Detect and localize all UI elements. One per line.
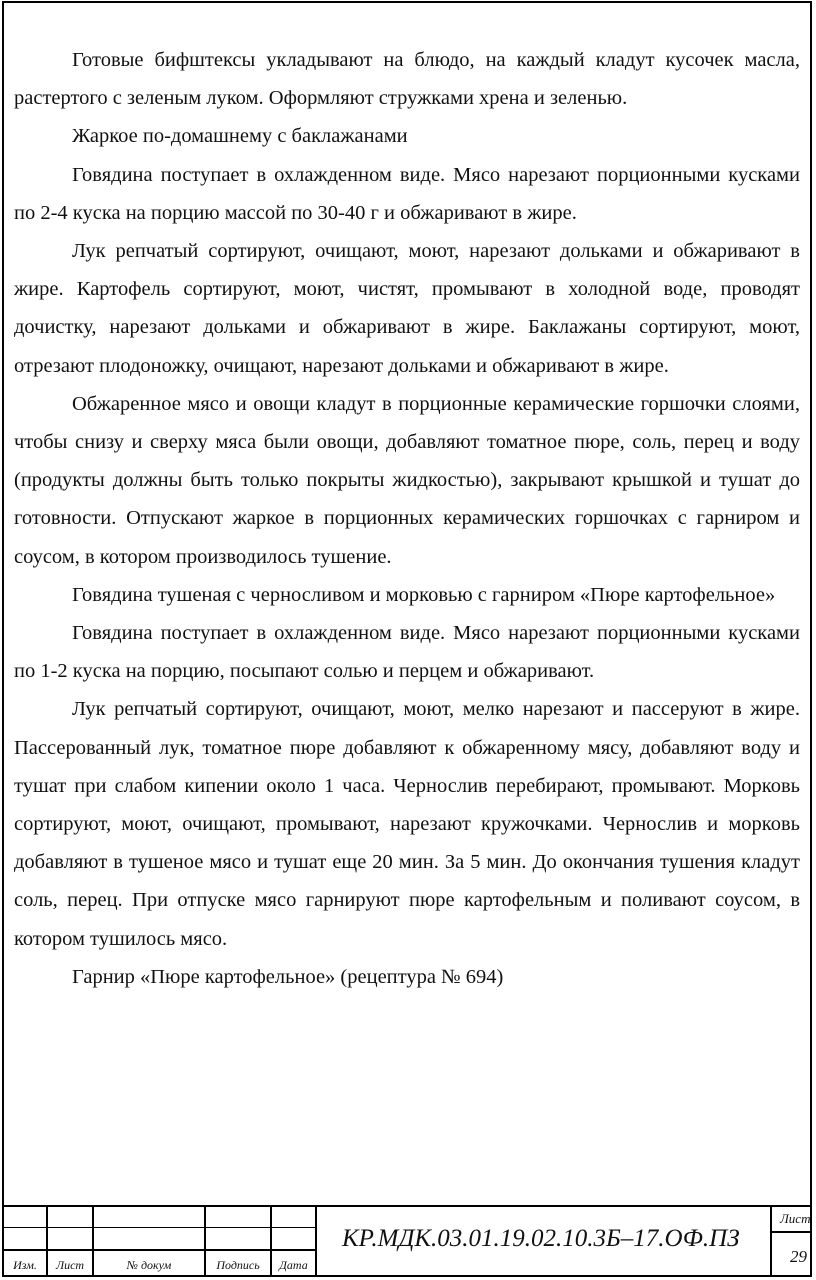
paragraph: Лук репчатый сортируют, очищают, моют, нарезают дольками и обжаривают в жире. Картофель сортируют, моют, чистят, промывают в холодной воде, проводят дочистку, нарезают дольками и обжаривают в жире. Баклажаны сортируют, моют, отрезают плодоножку, очищают, нарезают дольками и обжаривают в жире. [14, 240, 800, 377]
paragraph: Обжаренное мясо и овощи кладут в порционные керамические горшочки слоями, чтобы снизу и сверху мяса были овощи, добавляют томатное пюре, соль, перец и воду (продукты должны быть только покрыты жидкостью), закрывают крышкой и тушат до готовности. Отпускают жаркое в порционных керамических горшочках с гарниром и соусом, в котором производилось тушение. [14, 392, 800, 568]
sheet-number: 29 [790, 1247, 807, 1266]
paragraph: Лук репчатый сортируют, очищают, моют, мелко нарезают и пассеруют в жире. Пассерованный лук, томатное пюре добавляют к обжаренному мясу, добавляют воду и тушат при слабом кипении около 1 часа. Чернослив перебирают, промывают. Морковь сортируют, моют, очищают, промывают, нарезают кружочками. Чернослив и морковь добавляют в тушеное мясо и тушат еще 20 мин. За 5 мин. До окончания тушения кладут соль, перец. При отпуске мясо гарнируют пюре картофельным и поливают соусом, в котором тушилось мясо. [14, 698, 800, 950]
list-header: Лист [55, 1258, 85, 1272]
podpis-header: Подпись [216, 1258, 260, 1272]
page-frame [2, 1, 812, 1277]
title-block [4, 1205, 810, 1275]
body-text [14, 41, 800, 996]
paragraph: Гарнир «Пюре картофельное» (рецептура № 694) [72, 965, 504, 988]
izm-header: Изм. [13, 1258, 37, 1272]
document-code: КР.МДК.03.01.19.02.10.3Б–17.ОФ.ПЗ [342, 1225, 740, 1252]
sheet-label: Лист [780, 1211, 811, 1226]
section-heading: Говядина тушеная с черносливом и морковью с гарниром «Пюре картофельное» [72, 583, 776, 606]
paragraph: Говядина поступает в охлажденном виде. Мясо нарезают порционными кусками по 2-4 куска на порцию массой по 30-40 г и обжаривают в жире. [14, 163, 800, 224]
data-header: Дата [279, 1258, 308, 1272]
dokum-header: № докум [126, 1258, 172, 1272]
paragraph: Говядина поступает в охлажденном виде. Мясо нарезают порционными кусками по 1-2 куска на порцию, посыпают солью и перцем и обжаривают. [14, 622, 800, 683]
section-heading: Жаркое по-домашнему с баклажанами [72, 125, 408, 148]
paragraph: Готовые бифштексы укладывают на блюдо, на каждый кладут кусочек масла, растертого с зеленым луком. Оформляют стружками хрена и зеленью. [14, 49, 800, 110]
